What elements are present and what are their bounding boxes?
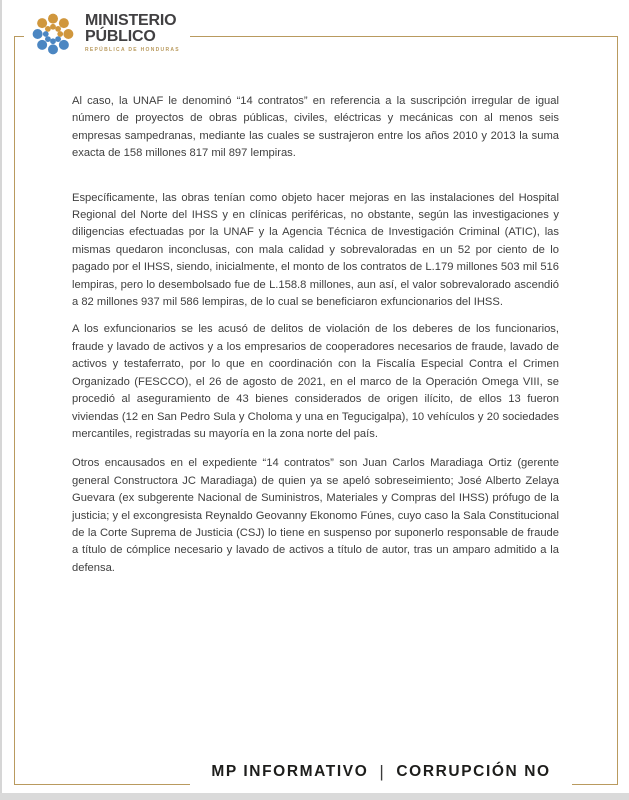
logo-text [85, 13, 180, 53]
logo-title-line1: MINISTERIO [85, 12, 177, 29]
page-bottom-edge [0, 793, 629, 800]
logo-title [85, 13, 180, 44]
paragraph-3: A los exfuncionarios se les acusó de delitos de violación de los deberes de los funcionarios, fraude y lavado de activos y a los empresarios de cooperadores necesarios de fraude, lavado de activos y testaferrato, por lo que en coordinación con la Fiscalía Especial Contra el Crimen Organizado (FESCCO), el 26 de agosto de 2021, en el marco de la Operación Omega VIII, se procedió al aseguramiento de 43 bienes considerados de origen ilícito, de ellos 13 fueron viviendas (12 en San Pedro Sula y Choloma y una en Tegucigalpa), 10 vehículos y 20 sociedades mercantiles, registradas su mayoría en la zona norte del país. [72, 323, 559, 440]
page-left-edge [0, 0, 2, 800]
paragraph-4: Otros encausados en el expediente “14 contratos” son Juan Carlos Maradiaga Ortiz (gerente general Constructora JC Maradiaga) de quien ya se apeló sobreseimiento; José Alberto Zelaya Guevara (ex subgerente Nacional de Suministros, Materiales y Compras del IHSS) prófugo de la justicia; y el excongresista Reynaldo Geovanny Ekonomo Fúnes, cuyo caso la Sala Constitucional de la Corte Suprema de Justicia (CSJ) lo tiene en suspenso por suponerlo responsable de fraude a título de cómplice necesario y lavado de activos a título de autor, tras un amparo admitido a la defensa. [72, 457, 559, 574]
article-body [72, 93, 559, 577]
footer-corrupcion-no-label: CORRUPCIÓN NO [396, 763, 551, 780]
people-circle-emblem-icon [28, 6, 78, 62]
logo-title-line2: PÚBLICO [85, 27, 156, 45]
footer-separator: | [379, 762, 386, 781]
paragraph-1: Al caso, la UNAF le denominó “14 contratos” en referencia a la suscripción irregular de igual número de proyectos de obras públicas, civiles, eléctricas y mecánicas con al menos seis empresas sampedranas, mediante las cuales se sustrajeron entre los años 2010 y 2013 la suma exacta de 158 millones 817 mil 897 lempiras. [72, 95, 559, 160]
ministerio-publico-logo [24, 4, 190, 66]
footer-mp-informativo-label: MP INFORMATIVO [211, 763, 369, 780]
paragraph-2: Específicamente, las obras tenían como objeto hacer mejoras en las instalaciones del Hospital Regional del Norte del IHSS y en clínicas periféricas, no obstante, según las investigaciones y diligencias efectuadas por la UNAF y la Agencia Técnica de Investigación Criminal (ATIC), las mismas quedaron inconclusas, con mala calidad y sobrevaloradas en un 52 por ciento de lo pagado por el IHSS, siendo, inicialmente, el monto de los contratos de L.179 millones 503 mil 516 lempiras, pero lo desembolsado fue de L.158.8 millones, aun así, el valor sobrevalorado ascendió a 82 millones 937 mil 586 lempiras, de lo cual se beneficiaron exfuncionarios del IHSS. [72, 191, 559, 309]
logo-subtitle: REPÚBLICA DE HONDURAS [85, 47, 180, 53]
footer-banner [190, 752, 572, 792]
